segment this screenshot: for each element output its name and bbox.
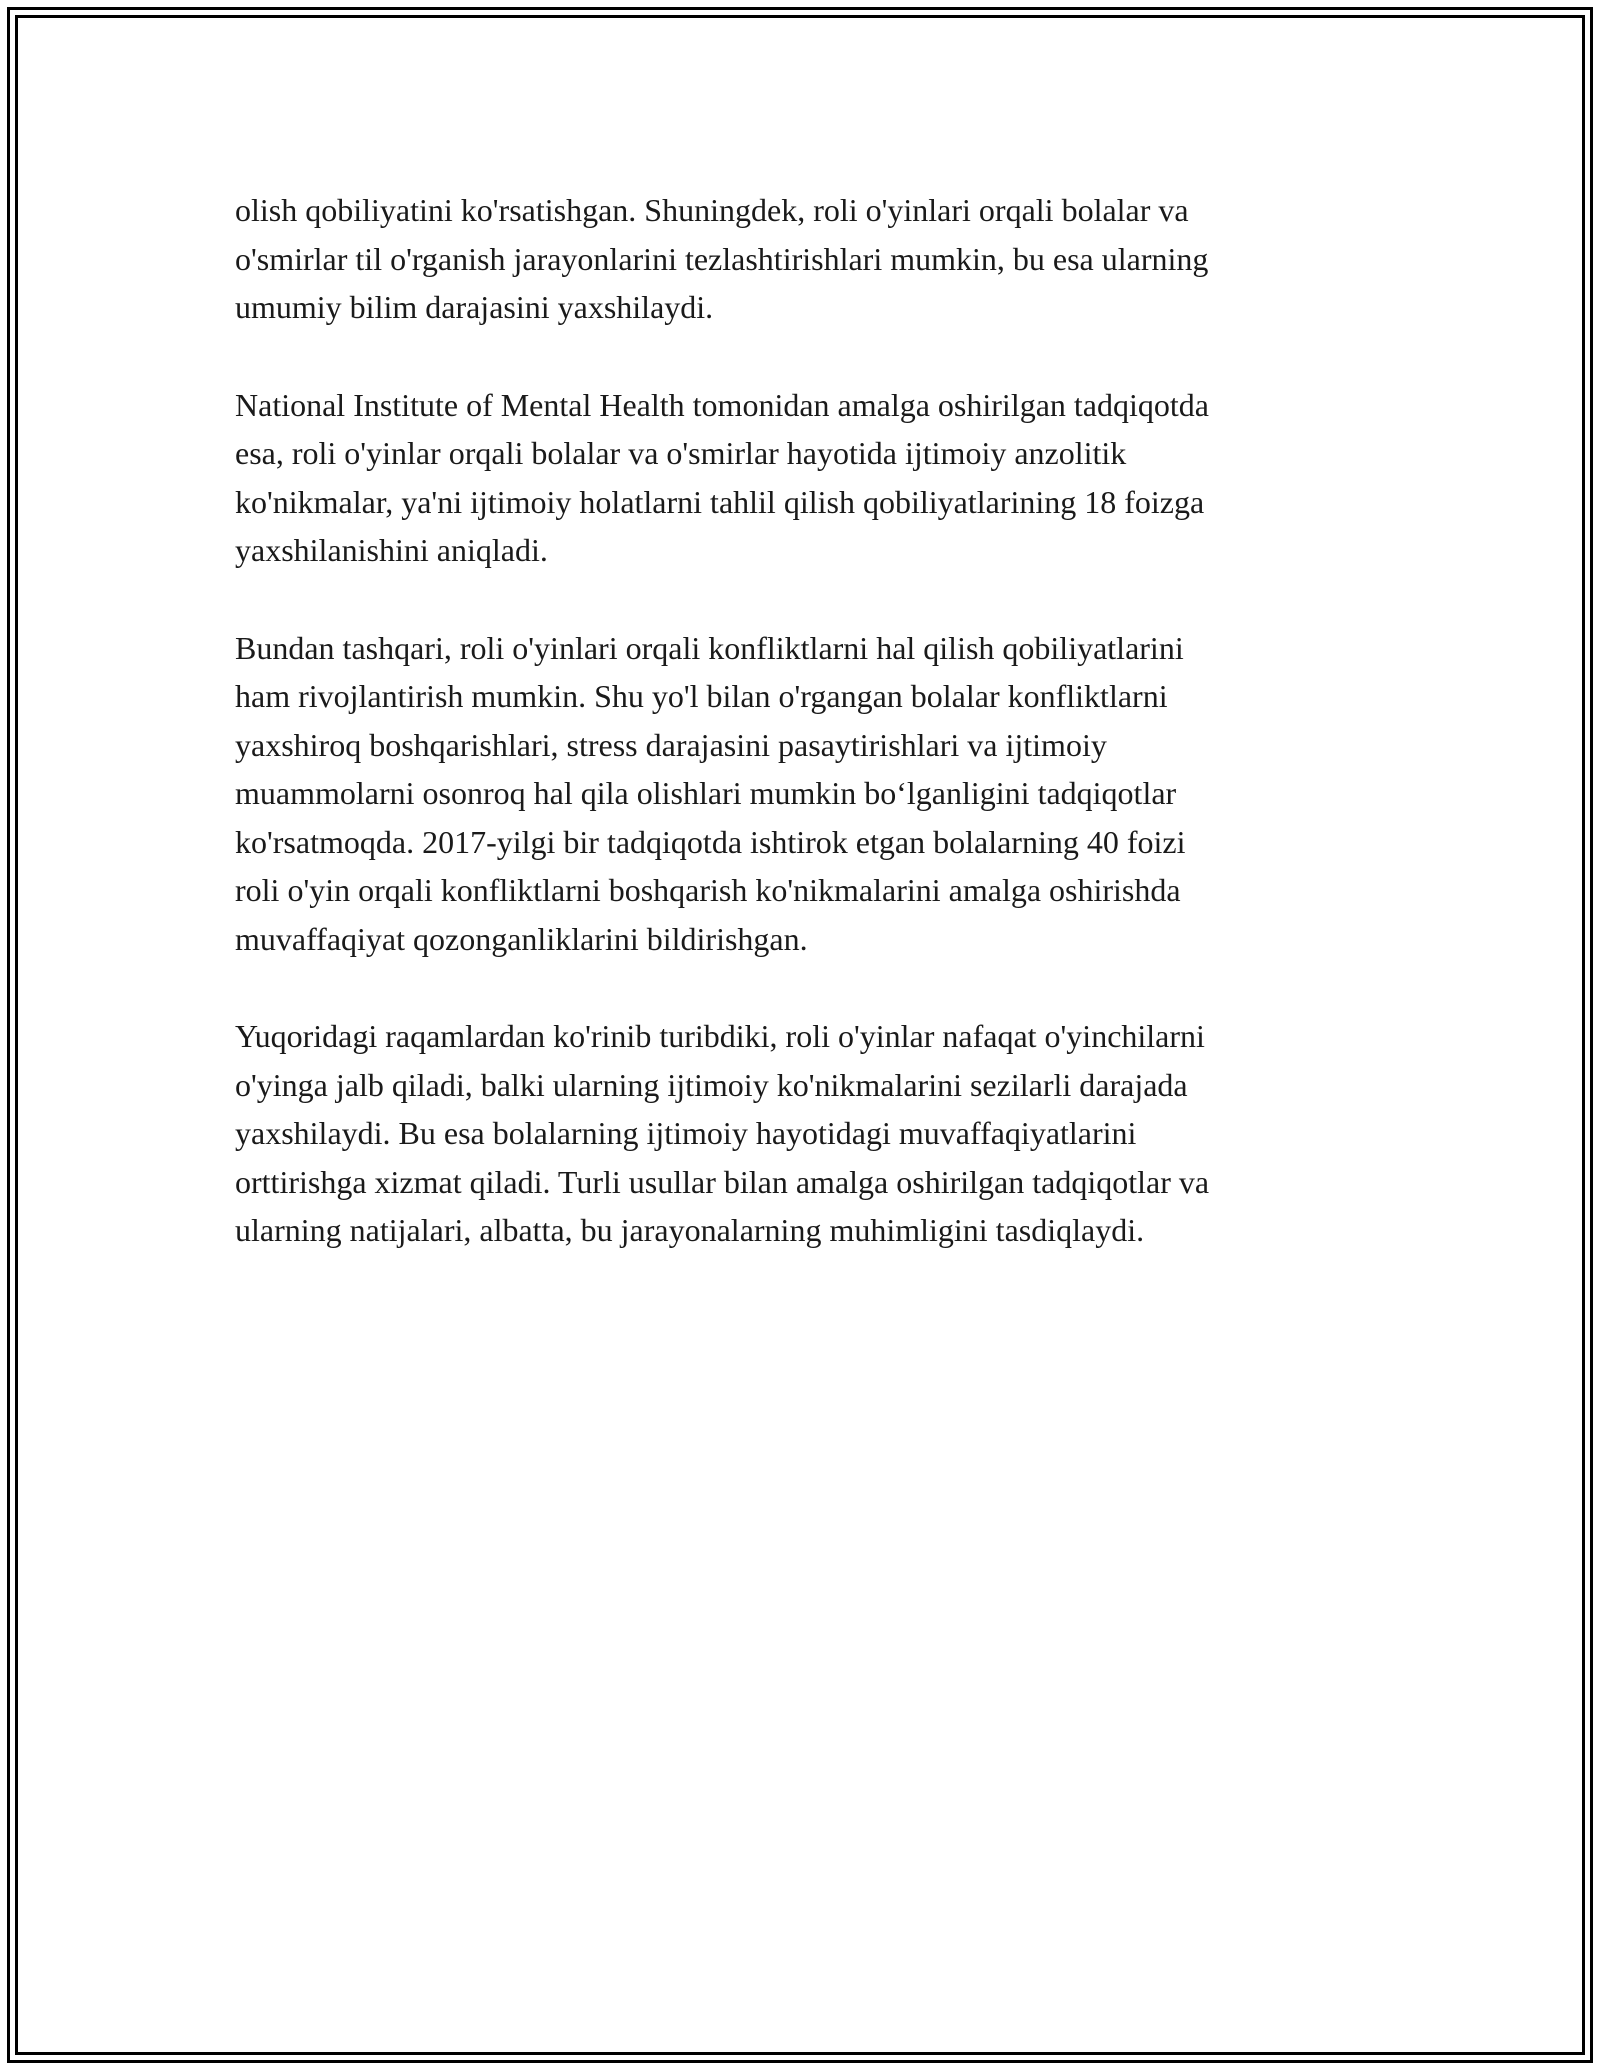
text-line: umumiy bilim darajasini yaxshilaydi.: [235, 289, 714, 325]
text-line: olish qobiliyatini ko'rsatishgan. Shuningdek, roli o'yinlari orqali bolalar va: [235, 192, 1189, 228]
text-line: National Institute of Mental Health tomonidan amalga oshirilgan tadqiqotda: [235, 386, 1209, 423]
text-line: yaxshilaydi. Bu esa bolalarning ijtimoiy hayotidagi muvaffaqiyatlarini: [235, 1115, 1137, 1151]
text-line: yaxshilanishini aniqladi.: [235, 532, 548, 568]
text-line: Yuqoridagi raqamlardan ko'rinib turibdiki, roli o'yinlar nafaqat o'yinchilarni: [235, 1018, 1205, 1054]
paragraph-2: [235, 381, 1360, 575]
text-line: o'yinga jalb qiladi, balki ularning ijtimoiy ko'nikmalarini sezilarli darajada: [235, 1066, 1188, 1103]
document-body: [235, 186, 1360, 1304]
text-line: ko'rsatmoqda. 2017-yilgi bir tadqiqotda ishtirok etgan bolalarning 40 foizi: [235, 823, 1186, 860]
text-line: o'smirlar til o'rganish jarayonlarini tezlashtirishlari mumkin, bu esa ularning: [235, 240, 1209, 277]
text-line: Bundan tashqari, roli o'yinlari orqali konfliktlarni hal qilish qobiliyatlarini: [235, 629, 1184, 666]
text-line: orttirishga xizmat qiladi. Turli usullar bilan amalga oshirilgan tadqiqotlar va: [235, 1163, 1210, 1200]
text-line: muvaffaqiyat qozonganliklarini bildirishgan.: [235, 920, 808, 957]
paragraph-4: [235, 1012, 1360, 1255]
text-line: esa, roli o'yinlar orqali bolalar va o'smirlar hayotida ijtimoiy anzolitik: [235, 435, 1127, 471]
text-line: ularning natijalari, albatta, bu jarayonalarning muhimligini tasdiqlaydi.: [235, 1212, 1145, 1248]
text-line: ko'nikmalar, ya'ni ijtimoiy holatlarni tahlil qilish qobiliyatlarining 18 foizga: [235, 483, 1205, 520]
text-line: yaxshiroq boshqarishlari, stress darajasini pasaytirishlari va ijtimoiy: [235, 726, 1107, 763]
text-line: roli o'yin orqali konfliktlarni boshqarish ko'nikmalarini amalga oshirishda: [235, 872, 1181, 908]
paragraph-3: [235, 624, 1360, 964]
text-line: ham rivojlantirish mumkin. Shu yo'l bilan o'rgangan bolalar konfliktlarni: [235, 678, 1168, 714]
text-line: muammolarni osonroq hal qila olishlari mumkin bo‘lganligini tadqiqotlar: [235, 775, 1177, 811]
paragraph-1: [235, 186, 1360, 332]
